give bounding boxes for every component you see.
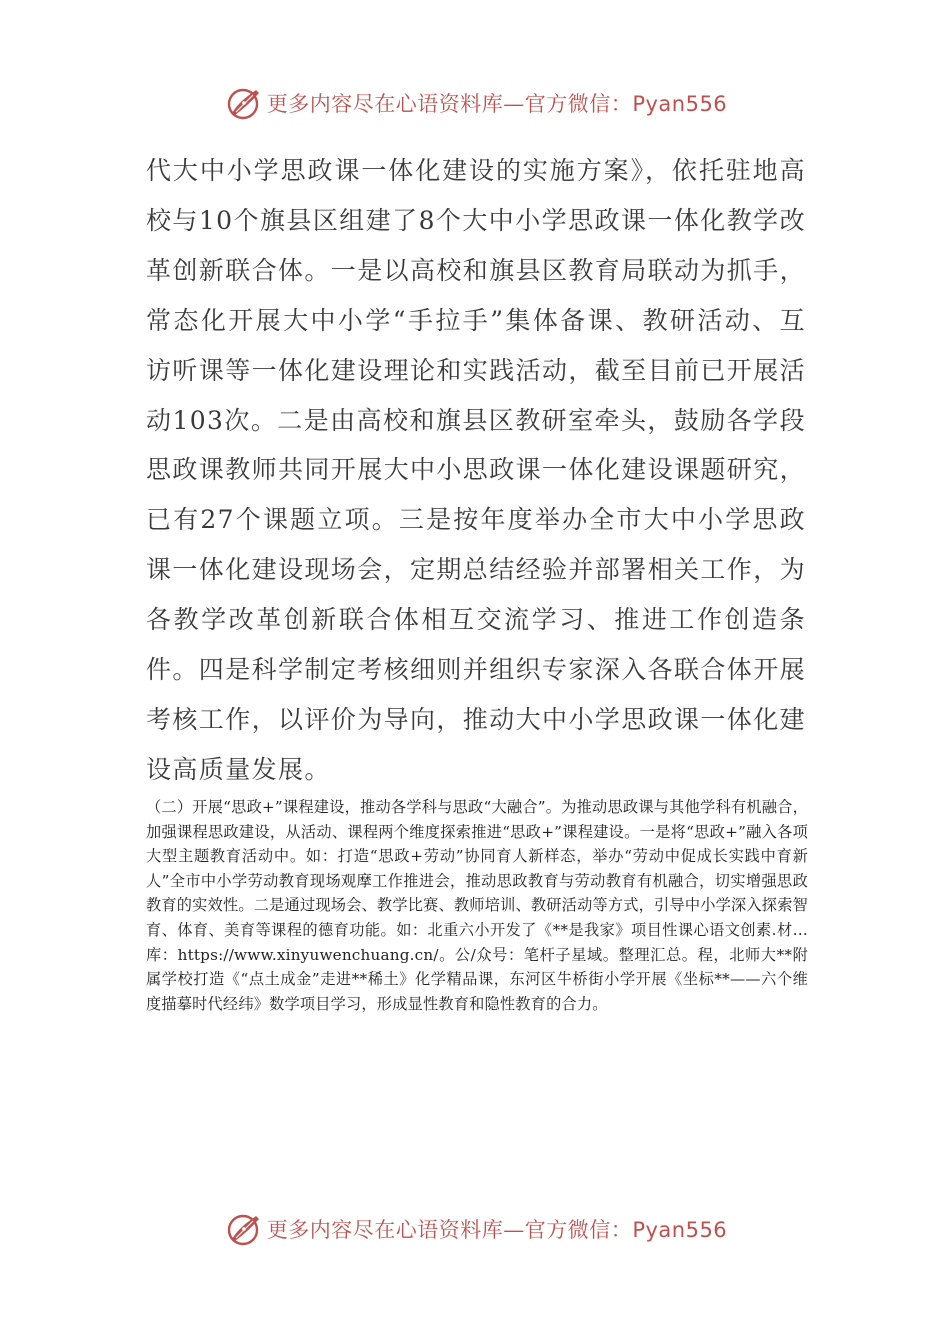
- header-banner[interactable]: [0, 78, 950, 128]
- pen-nib-circle-icon: [223, 83, 263, 123]
- header-banner-label: 更多内容尽在心语资料库—官方微信：: [266, 92, 633, 116]
- pen-nib-circle-icon: [223, 1209, 263, 1249]
- footer-banner[interactable]: [0, 1204, 950, 1254]
- footer-wechat-id: Pyan556: [632, 1218, 728, 1242]
- header-wechat-id: Pyan556: [632, 92, 728, 116]
- section-paragraph: （二）开展“思政+”课程建设，推动各学科与思政“大融合”。为推动思政课与其他学科有机融合，加强课程思政建设，从活动、课程两个维度探索推进“思政+”课程建设。一是将“思政+”融入各项大型主题教育活动中。如：打造“思政+劳动”协同育人新样态，举办“劳动中促成长实践中育新人”全市中小学劳动教育现场观摩工作推进会，推动思政教育与劳动教育有机融合，切实增强思政教育的实效性。二是通过现场会、教学比赛、教师培训、教研活动等方式，引导中小学深入探索智育、体育、美育等课程的德育功能。如：北重六小开发了《**是我家》项目性课心语文创素.材…库：https://www.xinyuwenchuang.cn/。公/众号：笔杆子星域。整理汇总。程，北师大**附属学校打造《“点土成金”走进**稀土》化学精品课，东河区牛桥街小学开展《坐标**——六个维度描摹时代经纬》数学项目学习，形成显性教育和隐性教育的合力。: [146, 798, 808, 1013]
- main-paragraph: 代大中小学思政课一体化建设的实施方案》，依托驻地高校与10个旗县区组建了8个大中小学思政课一体化教学改革创新联合体。一是以高校和旗县区教育局联动为抓手，常态化开展大中小学“手拉手”集体备课、教研活动、互访听课等一体化建设理论和实践活动，截至目前已开展活动103次。二是由高校和旗县区教研室牵头，鼓励各学段思政课教师共同开展大中小思政课一体化建设课题研究，已有27个课题立项。三是按年度举办全市大中小学思政课一体化建设现场会，定期总结经验并部署相关工作，为各教学改革创新联合体相互交流学习、推进工作创造条件。四是科学制定考核细则并组织专家深入各联合体开展考核工作，以评价为导向，推动大中小学思政课一体化建设高质量发展。: [146, 156, 807, 784]
- header-banner-text: [267, 88, 727, 118]
- footer-banner-label: 更多内容尽在心语资料库—官方微信：: [266, 1218, 633, 1242]
- footer-banner-text: [267, 1214, 727, 1244]
